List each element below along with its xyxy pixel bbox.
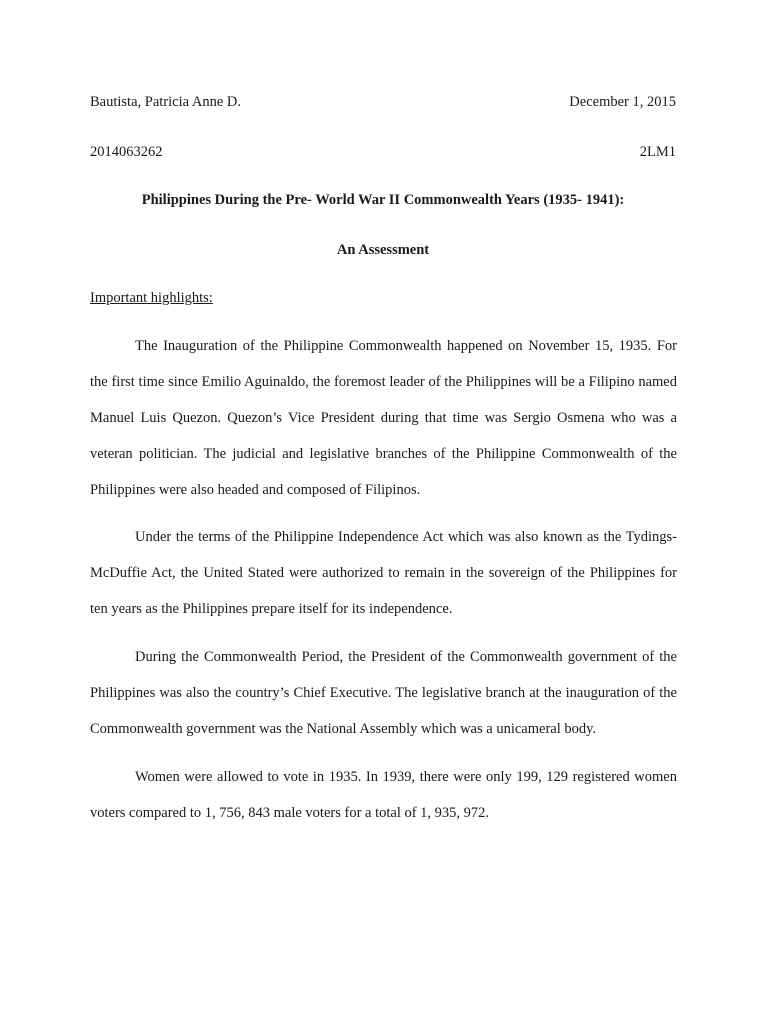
paragraph: Under the terms of the Philippine Independence Act which was also known as the Tydings- McDuffie Act, the United Stated were authorized to remain in the sovereign of the Philippines for ten years as the Philippines prepare itself for its independence.	[90, 529, 677, 617]
header-row-id-section	[90, 143, 676, 161]
paragraph: The Inauguration of the Philippine Commonwealth happened on November 15, 1935. For the first time since Emilio Aguinaldo, the foremost leader of the Philippines will be a Filipino named Manuel Luis Quezon. Quezon’s Vice President during that time was Sergio Osmena who was a veteran politician. The judicial and legislative branches of the Philippine Commonwealth of the Philippines were also headed and composed of Filipinos.	[90, 338, 677, 498]
header-row-name-date	[90, 93, 676, 111]
student-number: 2014063262	[90, 144, 163, 160]
section-heading: Important highlights:	[90, 290, 213, 306]
document-title: Philippines During the Pre- World War II Commonwealth Years (1935- 1941):	[141, 192, 625, 208]
paragraph: Women were allowed to vote in 1935. In 1939, there were only 199, 129 registered women voters compared to 1, 756, 843 male voters for a total of 1, 935, 972.	[90, 769, 677, 821]
document-subtitle: An Assessment	[336, 242, 430, 258]
author-name: Bautista, Patricia Anne D.	[90, 94, 242, 110]
document-date: December 1, 2015	[569, 94, 676, 110]
section-code: 2LM1	[639, 144, 676, 160]
paragraph: During the Commonwealth Period, the President of the Commonwealth government of the Philippines was also the country’s Chief Executive. The legislative branch at the inauguration of the Commonwealth government was the National Assembly which was a unicameral body.	[90, 649, 677, 737]
